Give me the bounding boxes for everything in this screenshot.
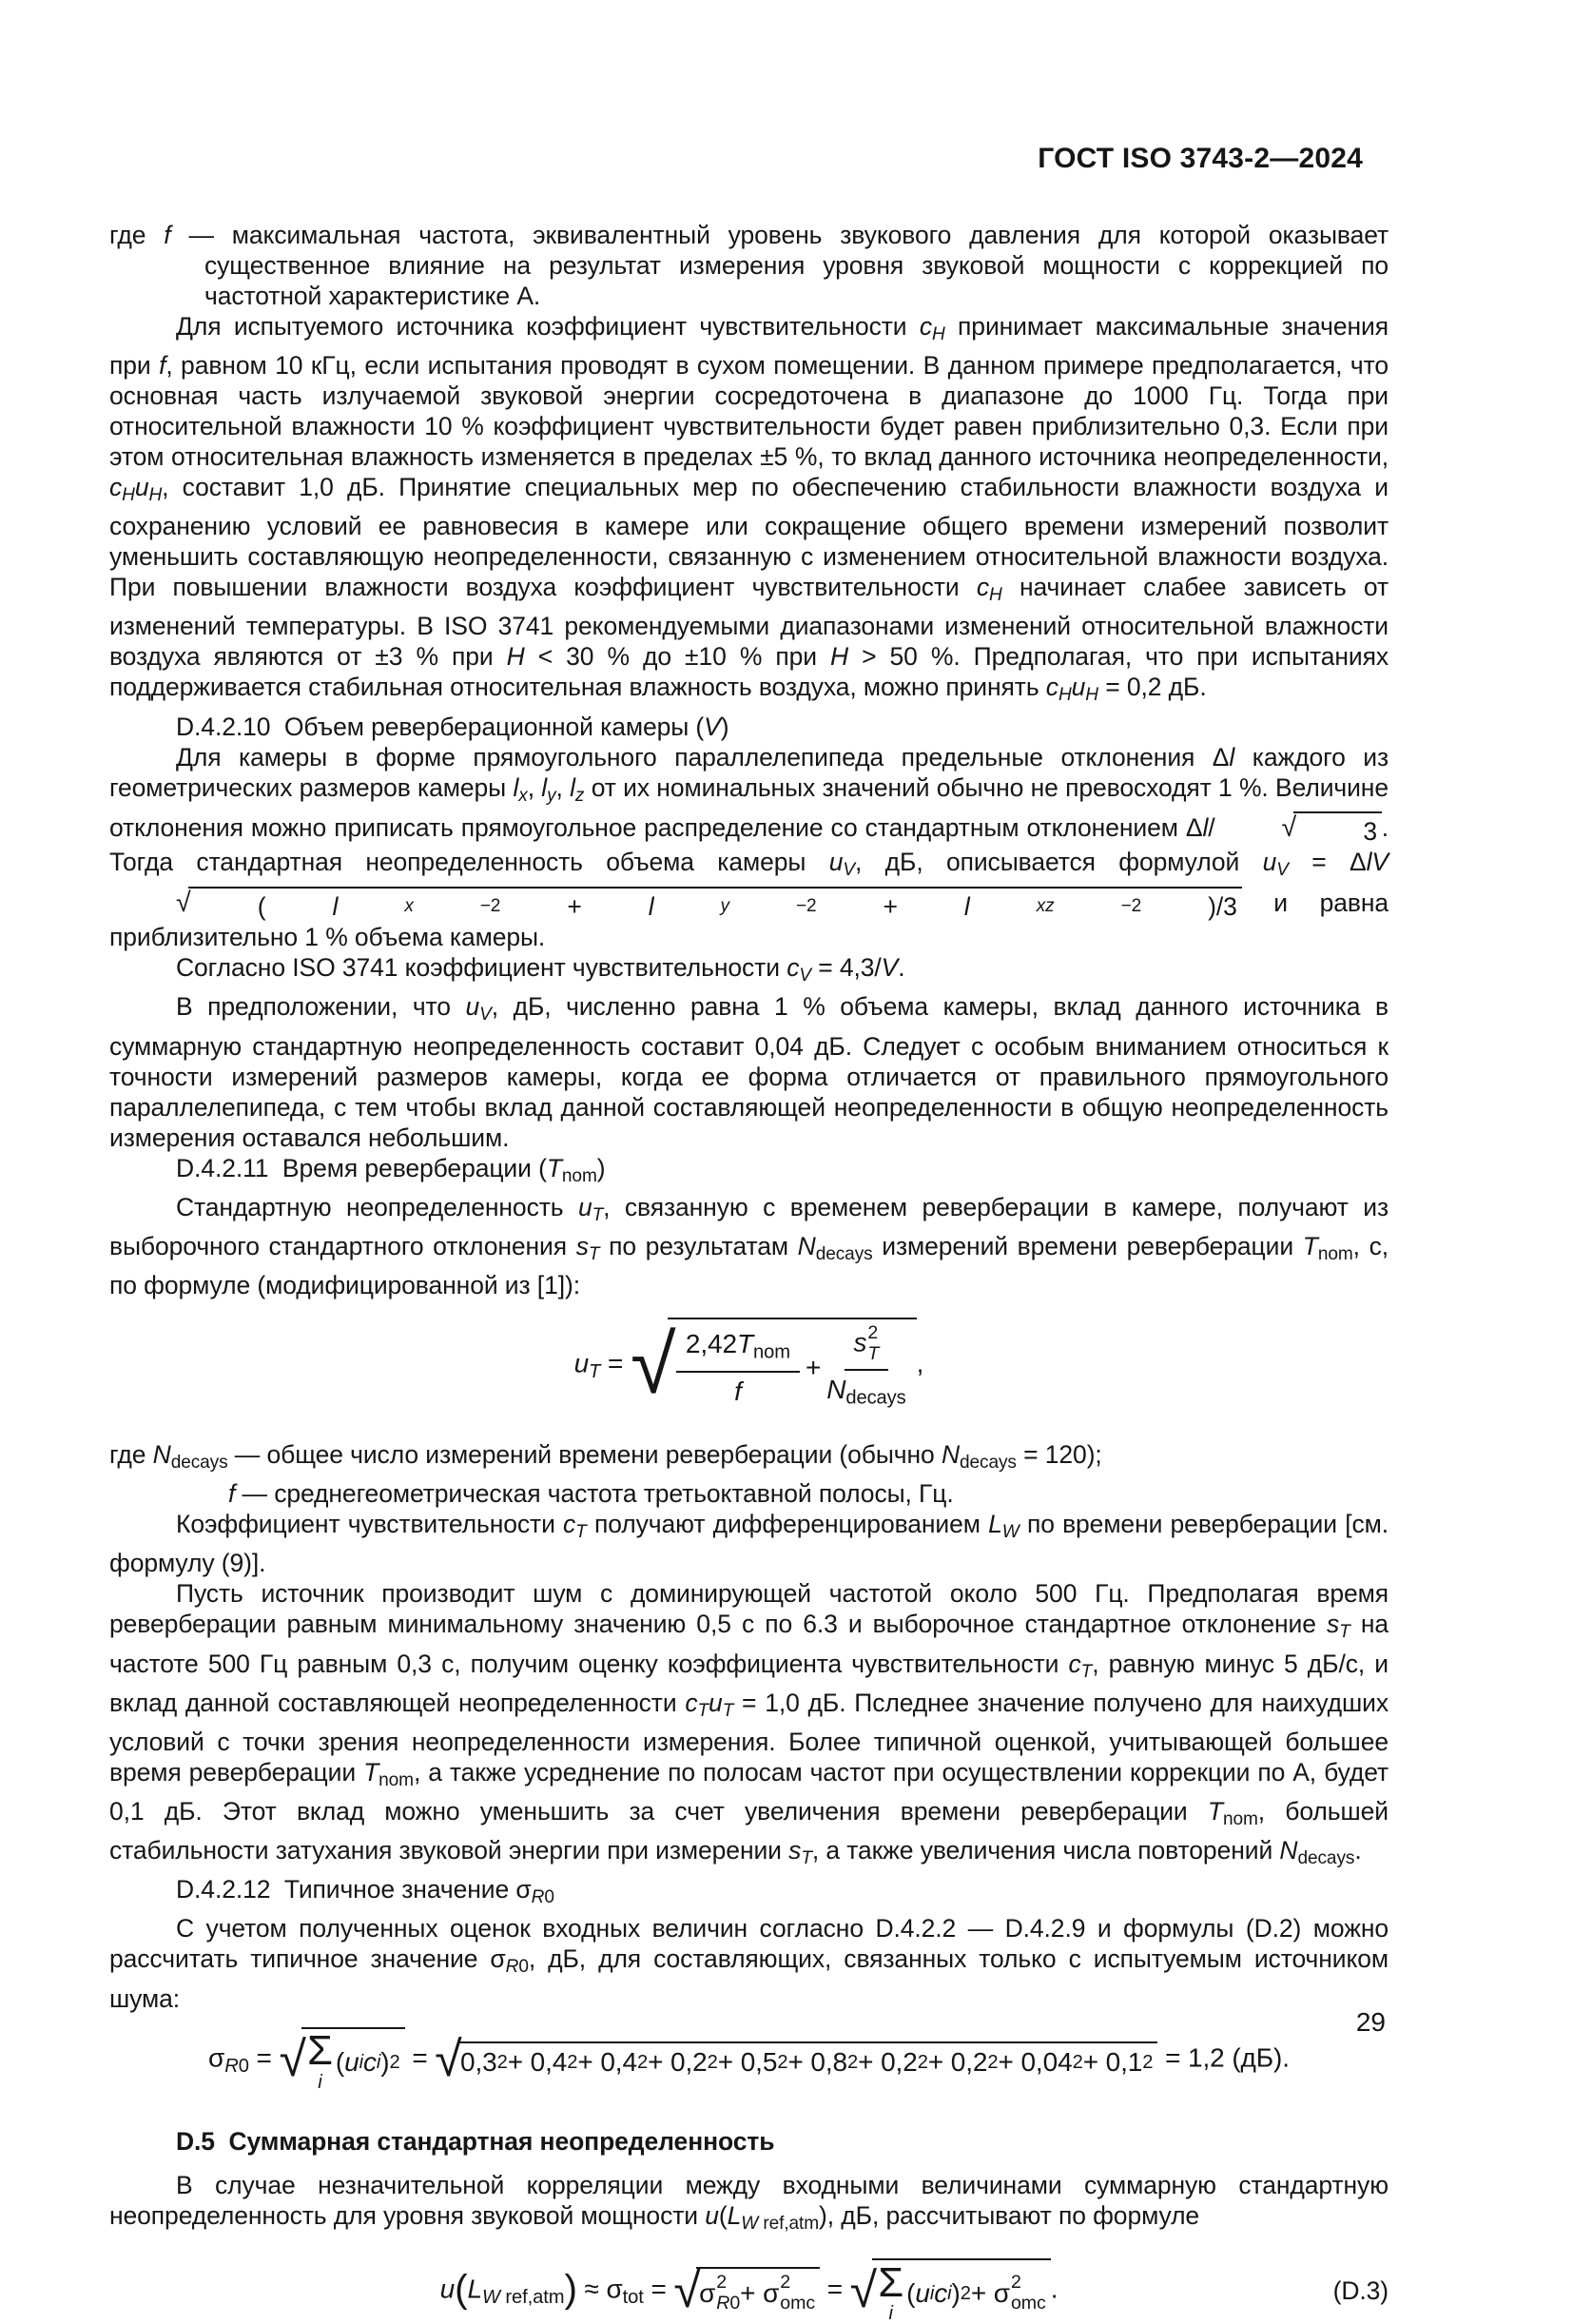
- text-segment: ): [720, 712, 729, 741]
- text-segment: , а также усреднение по полосам частот при осуществлении коррекции по А, будет 0,1 дБ. Этот вклад можно уменьшить за счет увеличения времени реверберации: [109, 1757, 1389, 1826]
- text-segment: nom: [561, 1165, 597, 1186]
- text-segment: < 30 % до ±10 % при: [524, 642, 830, 672]
- text-segment: H: [932, 324, 945, 345]
- text-segment: измерений времени реверберации: [872, 1231, 1303, 1260]
- standard-number-header: ГОСТ ISO 3743-2—2024: [1038, 143, 1363, 174]
- text-segment: + 0,8: [787, 2046, 848, 2077]
- text-segment: + 0,2: [858, 2046, 918, 2077]
- text-segment: 0: [518, 1957, 529, 1978]
- text-segment: nom: [1317, 1243, 1353, 1264]
- text-segment: R: [531, 1887, 545, 1908]
- text-segment: .: [1050, 2274, 1058, 2304]
- text-segment: [301, 2027, 405, 2092]
- text-segment: , дБ, описывается формулой: [855, 848, 1263, 877]
- text-segment: ref,atm: [758, 2214, 820, 2235]
- text-segment: tot: [622, 2287, 644, 2308]
- text-segment: ): [380, 2046, 390, 2077]
- text-segment: decays: [1297, 1848, 1355, 1869]
- text-segment: + 0,4: [577, 2046, 637, 2077]
- text-segment: H: [1058, 685, 1072, 706]
- text-segment: каждого из геометрических размеров камеры: [109, 742, 1389, 802]
- text-segment: =: [643, 2274, 674, 2304]
- text-segment: H: [830, 642, 849, 672]
- text-segment: , составит 1,0 дБ. Принятие специальных мер по обеспечению стабильности влажности воздуха и сохранению условий ее равновесия в камере или сокращение общего времени измерений позволит уменьшить составляющую неопределенности, связанную с изменением относительной влажности воздуха. При повышении влажности воздуха коэффициент чувствительности: [109, 473, 1389, 602]
- text-segment: — среднегеометрическая частота третьоктавной полосы, Гц.: [235, 1479, 954, 1509]
- text-segment: [734, 1373, 742, 1407]
- inline-sqrt-uv: [109, 887, 1242, 923]
- text-segment: ): [564, 2266, 577, 2311]
- text-segment: L: [988, 1510, 1002, 1539]
- text-segment: + 0,5: [717, 2046, 778, 2077]
- heading-d5: [109, 2126, 1389, 2157]
- text-segment: > 50 %. Предполагая, что при испытаниях поддерживается стабильная относительная влажность воздуха, можно принять: [109, 642, 1389, 702]
- paragraph-correlation: [109, 2170, 1389, 2239]
- text-segment: Для испытуемого источника коэффициент чувствительности: [176, 312, 920, 341]
- text-segment: R: [505, 1957, 519, 1978]
- text-segment: xz: [1036, 896, 1055, 917]
- text-segment: , дБ, численно равна 1 % объема камеры, вклад данного источника в суммарную стандартную неопределенность составит 0,04 дБ. Следует с особым вниманием относиться к точности измерений размеров камеры, когда ее форма отличается от правильного прямоугольного параллелепипеда, с тем чтобы вклад данной составляющей неопределенности в общую неопределенность измерения оставался небольшим.: [109, 992, 1389, 1152]
- text-segment: l: [332, 892, 339, 922]
- text-segment: , а также увеличения числа повторений: [811, 1836, 1280, 1865]
- text-segment: l: [1366, 848, 1372, 877]
- definition-ndecays: [109, 1439, 1389, 1478]
- text-segment: l: [648, 892, 654, 922]
- inline-sqrt-3: [1215, 811, 1382, 848]
- text-segment: l: [963, 892, 970, 922]
- text-segment: ref,atm: [499, 2287, 565, 2308]
- text-segment: . Тогда стандартная неопределенность объема камеры: [109, 812, 1389, 877]
- text-segment: 2: [1142, 2051, 1154, 2073]
- text-segment: )/3: [1208, 892, 1237, 922]
- text-segment: , связанную с временем реверберации в камере, получают из выборочного стандартного отклонения: [109, 1192, 1389, 1260]
- text-segment: H: [148, 485, 163, 506]
- text-segment: √: [435, 2030, 462, 2086]
- text-segment: =: [600, 1348, 631, 1378]
- text-segment: f: [159, 351, 166, 381]
- text-segment: √: [673, 2262, 701, 2318]
- text-segment: [279, 2027, 404, 2092]
- text-segment: + 0,2: [927, 2046, 988, 2077]
- text-segment: = 4,3/: [810, 953, 882, 983]
- text-segment: 2: [716, 2272, 728, 2294]
- heading-d4-2-12: [109, 1874, 1389, 1913]
- text-segment: i: [947, 2283, 952, 2305]
- text-segment: [826, 1371, 905, 1413]
- text-segment: f: [228, 1479, 236, 1509]
- text-segment: Коэффициент чувствительности: [176, 1510, 564, 1539]
- text-segment: /: [1208, 812, 1215, 842]
- text-segment: y: [547, 785, 556, 806]
- text-segment: f: [734, 1377, 742, 1407]
- text-segment: [872, 2258, 1051, 2323]
- text-segment: decays: [815, 1243, 873, 1264]
- text-segment: √: [176, 887, 191, 918]
- text-segment: = 1,2 (дБ).: [1157, 2042, 1290, 2073]
- text-segment: c: [934, 2278, 948, 2309]
- text-segment: .: [898, 953, 905, 983]
- text-segment: W: [481, 2287, 500, 2308]
- text-segment: [676, 1329, 800, 1407]
- text-segment: c: [685, 1688, 698, 1717]
- text-segment: от их номинальных значений обычно не превосходят 1 %. Величине отклонения можно приписать прямоугольное распределение со стандартным отклонением: [109, 772, 1389, 842]
- text-segment: u: [577, 1192, 592, 1221]
- text-segment: 2: [917, 2051, 928, 2073]
- text-segment: i: [888, 2303, 893, 2324]
- text-segment: где: [109, 221, 165, 249]
- text-segment: [307, 2028, 333, 2093]
- text-segment: √: [1281, 812, 1297, 844]
- text-segment: l: [1202, 812, 1209, 842]
- text-segment: (: [718, 2200, 728, 2230]
- paragraph-500hz: [109, 1578, 1389, 1874]
- text-segment: 0: [544, 1887, 554, 1908]
- text-segment: T: [588, 1243, 600, 1264]
- text-segment: R: [716, 2293, 730, 2314]
- text-segment: u: [709, 1688, 723, 1717]
- paragraph-reverberation: [109, 1192, 1389, 1300]
- text-segment: Δ: [1185, 812, 1203, 842]
- text-segment: Σ: [307, 2028, 333, 2075]
- text-segment: 2: [777, 2051, 788, 2073]
- text-segment: ): [951, 2278, 961, 2309]
- text-segment: + 0,04: [998, 2046, 1073, 2077]
- text-segment: T: [867, 1342, 880, 1364]
- text-segment: c: [1045, 673, 1058, 702]
- text-segment: В предположении, что: [176, 992, 466, 1022]
- text-segment: D.5 Суммарная стандартная неопределенность: [176, 2126, 775, 2156]
- text-segment: u: [134, 473, 149, 502]
- text-segment: W: [741, 2214, 759, 2235]
- text-segment: V: [704, 712, 721, 741]
- paragraph-chamber-volume: [109, 742, 1389, 953]
- text-segment: l: [570, 772, 575, 802]
- paragraph-sigma-r0-intro: [109, 1913, 1389, 2013]
- text-segment: [435, 2030, 1157, 2086]
- text-segment: = 1,0 дБ. Пследнее значение получено для наихудших условий с точки зрения неопределенности измерения. Более типичной оценкой, учитывающей большее время реверберации: [109, 1688, 1389, 1787]
- text-segment: 2: [707, 2051, 718, 2073]
- text-segment: T: [546, 1153, 562, 1182]
- text-segment: −2: [479, 896, 501, 917]
- text-segment: [850, 2258, 1051, 2323]
- text-segment: c: [362, 2046, 377, 2077]
- text-segment: , равном 10 кГц, если испытания проводят в сухом помещении. В данном примере предполагается, что основная часть излучаемой звуковой энергии сосредоточена в диапазоне до 1000 Гц. Тогда при относительной влажности 10 % коэффициент чувствительности будет равен приблизительно 0,3. Если при этом относительная влажность изменяется в пределах ±5 %, то вклад данного источника неопределенности,: [109, 351, 1389, 472]
- text-segment: (: [455, 2266, 468, 2311]
- text-segment: decays: [845, 1387, 906, 1409]
- text-segment: c: [1068, 1649, 1081, 1678]
- text-segment: s: [853, 1327, 867, 1357]
- text-segment: σ: [208, 2042, 225, 2073]
- text-segment: T: [1207, 1797, 1223, 1826]
- text-segment: l: [1229, 742, 1235, 771]
- text-segment: i: [318, 2071, 322, 2093]
- text-segment: [1293, 811, 1382, 848]
- paragraph-humidity: [109, 311, 1389, 712]
- text-segment: H: [506, 642, 525, 672]
- text-segment: [826, 1323, 905, 1413]
- text-segment: z: [574, 785, 585, 806]
- text-segment: decays: [170, 1453, 228, 1474]
- text-segment: T: [575, 1522, 587, 1543]
- text-segment: Для камеры в форме прямоугольного параллелепипеда предельные отклонения Δ: [176, 742, 1230, 771]
- text-segment: D.4.2.11 Время реверберации (: [176, 1153, 547, 1182]
- text-segment: , равную минус 5 дБ/с, и вклад данной составляющей неопределенности: [109, 1649, 1389, 1717]
- text-segment: [716, 2294, 740, 2314]
- text-segment: ): [596, 1153, 606, 1182]
- text-segment: 2: [636, 2051, 649, 2073]
- text-segment: D.4.2.10 Объем реверберационной камеры (: [176, 712, 705, 741]
- text-segment: omc: [1010, 2293, 1046, 2314]
- text-segment: , с, по формуле (модифицированной из [1]):: [109, 1231, 1389, 1299]
- paragraph-ct: [109, 1509, 1389, 1578]
- heading-d4-2-10: [109, 712, 1389, 742]
- document-content: [109, 220, 1389, 2323]
- text-segment: H: [1085, 685, 1098, 706]
- text-segment: T: [722, 1700, 734, 1721]
- text-segment: ,: [555, 772, 571, 802]
- text-segment: Пусть источник производит шум с доминирующей частотой около 500 Гц. Предполагая время реверберации равным минимальному значению 0,5 с по 6.3 и выборочное стандартное отклонение: [109, 1579, 1389, 1639]
- formula-d3: [109, 2258, 1389, 2323]
- text-segment: R: [224, 2055, 239, 2077]
- text-segment: T: [363, 1757, 379, 1787]
- text-segment: nom: [1222, 1809, 1258, 1830]
- text-segment: V: [799, 966, 811, 986]
- text-segment: — максимальная частота, эквивалентный уровень звукового давления для которой оказывает существенное влияние на результат измерения уровня звуковой мощности с коррекцией по частотной характеристике А.: [170, 221, 1389, 310]
- text-segment: ,: [527, 772, 542, 802]
- text-segment: [188, 887, 1242, 923]
- text-segment: i: [929, 2283, 935, 2305]
- text-segment: N: [797, 1231, 816, 1260]
- text-segment: [1011, 2273, 1046, 2314]
- text-segment: =: [404, 2042, 436, 2073]
- text-segment: [457, 2041, 1158, 2078]
- text-segment: i: [359, 2051, 363, 2073]
- text-segment: [845, 1323, 889, 1371]
- text-segment: 2: [1010, 2272, 1021, 2294]
- text-segment: −2: [795, 896, 817, 917]
- text-segment: V: [1276, 860, 1289, 881]
- text-segment: 2: [389, 2051, 400, 2073]
- text-segment: N: [1279, 1836, 1298, 1865]
- text-segment: (: [257, 892, 266, 922]
- text-segment: = 0,2 дБ.: [1097, 673, 1207, 702]
- text-segment: nom: [379, 1770, 414, 1791]
- text-segment: i: [376, 2051, 381, 2073]
- definition-f: [109, 1478, 1389, 1509]
- text-segment: 2: [987, 2051, 999, 2073]
- text-segment: √: [631, 1318, 676, 1411]
- text-segment: 2: [867, 1321, 879, 1343]
- text-segment: 2: [567, 2051, 578, 2073]
- text-segment: + 0,4: [507, 2046, 568, 2077]
- text-segment: f: [164, 221, 171, 249]
- text-segment: получают дифференцированием: [586, 1510, 989, 1539]
- text-segment: +: [567, 892, 582, 922]
- text-segment: T: [1339, 1622, 1350, 1643]
- text-segment: [878, 2259, 904, 2324]
- text-segment: u: [573, 1348, 590, 1378]
- text-segment: c: [976, 573, 990, 602]
- text-segment: N: [941, 1440, 961, 1470]
- text-segment: s: [1327, 1610, 1340, 1639]
- text-segment: L: [467, 2274, 482, 2304]
- text-segment: x: [404, 896, 414, 917]
- text-segment: 0: [729, 2293, 741, 2314]
- text-segment: u: [1071, 673, 1086, 702]
- text-segment: =: [820, 2274, 850, 2304]
- paragraph-cv: [109, 952, 1389, 991]
- text-segment: N: [826, 1374, 846, 1404]
- text-segment: — общее число измерений времени реверберации (обычно: [227, 1440, 942, 1470]
- text-segment: + 0,1: [1082, 2046, 1143, 2077]
- text-segment: decays: [960, 1453, 1017, 1474]
- text-segment: [716, 2273, 740, 2314]
- text-segment: =: [248, 2042, 280, 2073]
- text-segment: u: [705, 2200, 719, 2230]
- text-segment: .: [1354, 1836, 1362, 1865]
- text-segment: T: [801, 1848, 812, 1869]
- text-segment: u: [828, 848, 844, 877]
- text-segment: u: [344, 2046, 359, 2077]
- text-segment: T: [589, 1360, 601, 1382]
- paragraph-where-f: [109, 220, 1389, 311]
- text-segment: [867, 1323, 879, 1365]
- text-segment: ), дБ, рассчитывают по формуле: [819, 2200, 1200, 2230]
- text-segment: + σ: [740, 2278, 780, 2309]
- text-segment: [631, 1318, 917, 1413]
- text-segment: H: [122, 485, 135, 506]
- text-segment: −2: [1120, 896, 1142, 917]
- text-segment: принимает максимальные значения при: [109, 312, 1389, 381]
- text-segment: c: [786, 953, 800, 983]
- text-segment: , большей стабильности затухания звуковой энергии при измерении: [109, 1797, 1389, 1865]
- text-segment: [780, 2273, 815, 2314]
- text-segment: u: [1262, 848, 1277, 877]
- text-segment: u: [465, 992, 480, 1022]
- text-segment: l: [541, 772, 548, 802]
- text-segment: 3: [1363, 817, 1377, 847]
- text-segment: ,: [916, 1348, 924, 1378]
- text-segment: c: [563, 1510, 576, 1539]
- text-segment: V: [881, 953, 899, 983]
- text-segment: c: [109, 473, 123, 502]
- formula-ut: [109, 1318, 1389, 1413]
- text-segment: u: [915, 2278, 930, 2309]
- text-segment: V: [843, 860, 856, 881]
- text-segment: T: [1080, 1661, 1093, 1682]
- text-segment: omc: [780, 2293, 816, 2314]
- text-segment: , дБ, для составляющих, связанных только с испытуемым источником шума:: [109, 1944, 1389, 2013]
- text-segment: [673, 2262, 820, 2318]
- text-segment: ≈ σ: [576, 2274, 623, 2304]
- text-segment: на частоте 500 Гц равным 0,3 с, получим оценку коэффициента чувствительности: [109, 1610, 1389, 1678]
- text-segment: L: [727, 2200, 742, 2230]
- text-segment: nom: [753, 1341, 790, 1363]
- text-segment: начинает слабее зависеть от изменений температуры. В ISO 3741 рекомендуемыми диапазонами изменений относительной влажности воздуха являются от ±3 % при: [109, 573, 1389, 672]
- text-segment: по времени реверберации [см. формулу (9)].: [109, 1510, 1389, 1578]
- text-segment: 2: [847, 2051, 859, 2073]
- text-segment: V: [1371, 848, 1389, 877]
- text-segment: В случае незначительной корреляции между входными величинами суммарную стандартную неопределенность для уровня звуковой мощности: [109, 2170, 1389, 2230]
- formula-sigma-r0: [109, 2027, 1389, 2092]
- text-segment: 2: [960, 2283, 971, 2305]
- heading-d4-2-11: [109, 1153, 1389, 1192]
- text-segment: T: [592, 1204, 604, 1225]
- text-segment: T: [1302, 1231, 1318, 1260]
- equation-number-d3: (D.3): [1332, 2276, 1389, 2306]
- text-segment: l: [513, 772, 519, 802]
- text-segment: T: [697, 1700, 709, 1721]
- paragraph-uv-contribution: [109, 991, 1389, 1152]
- text-segment: H: [989, 585, 1002, 606]
- text-segment: + σ: [970, 2278, 1010, 2309]
- text-segment: = 120);: [1016, 1440, 1102, 1470]
- text-segment: +: [883, 892, 898, 922]
- text-segment: [668, 1318, 917, 1413]
- text-segment: С учетом полученных оценок входных величин согласно D.4.2.2 — D.4.2.9 и формулы (D.2) можно рассчитать типичное значение σ: [109, 1914, 1389, 1974]
- text-segment: [676, 1329, 800, 1373]
- text-segment: x: [518, 785, 528, 806]
- text-segment: c: [919, 312, 932, 341]
- text-segment: Согласно ISO 3741 коэффициент чувствительности: [176, 953, 787, 983]
- text-segment: σ: [699, 2278, 716, 2309]
- text-segment: N: [152, 1440, 171, 1470]
- text-segment: 2: [780, 2272, 791, 2294]
- text-segment: [696, 2267, 820, 2314]
- text-segment: 2: [1072, 2051, 1083, 2073]
- text-segment: y: [720, 896, 729, 917]
- text-segment: Стандартную неопределенность: [176, 1192, 578, 1221]
- text-segment: 0: [238, 2055, 249, 2077]
- text-segment: и равна приблизительно 1 % объема камеры.: [109, 888, 1389, 952]
- page-number: 29: [1355, 2007, 1386, 2037]
- text-segment: +: [805, 1353, 822, 1383]
- text-segment: 2,42: [685, 1328, 738, 1358]
- text-segment: = Δ: [1288, 848, 1367, 877]
- text-segment: + 0,2: [648, 2046, 708, 2077]
- text-segment: 2: [496, 2051, 508, 2073]
- text-segment: √: [279, 2030, 306, 2086]
- text-segment: по результатам: [599, 1231, 798, 1260]
- text-segment: Σ: [878, 2259, 904, 2306]
- text-segment: где: [109, 1440, 153, 1470]
- text-segment: (: [335, 2046, 345, 2077]
- text-segment: 0,3: [459, 2046, 497, 2077]
- text-segment: V: [479, 1005, 492, 1025]
- text-segment: √: [849, 2262, 877, 2318]
- text-segment: W: [1001, 1522, 1020, 1543]
- text-segment: s: [575, 1231, 589, 1260]
- text-segment: D.4.2.12 Типичное значение σ: [176, 1875, 532, 1904]
- text-segment: s: [788, 1836, 802, 1865]
- text-segment: (: [906, 2278, 916, 2309]
- text-segment: T: [737, 1328, 754, 1358]
- text-segment: u: [439, 2274, 456, 2304]
